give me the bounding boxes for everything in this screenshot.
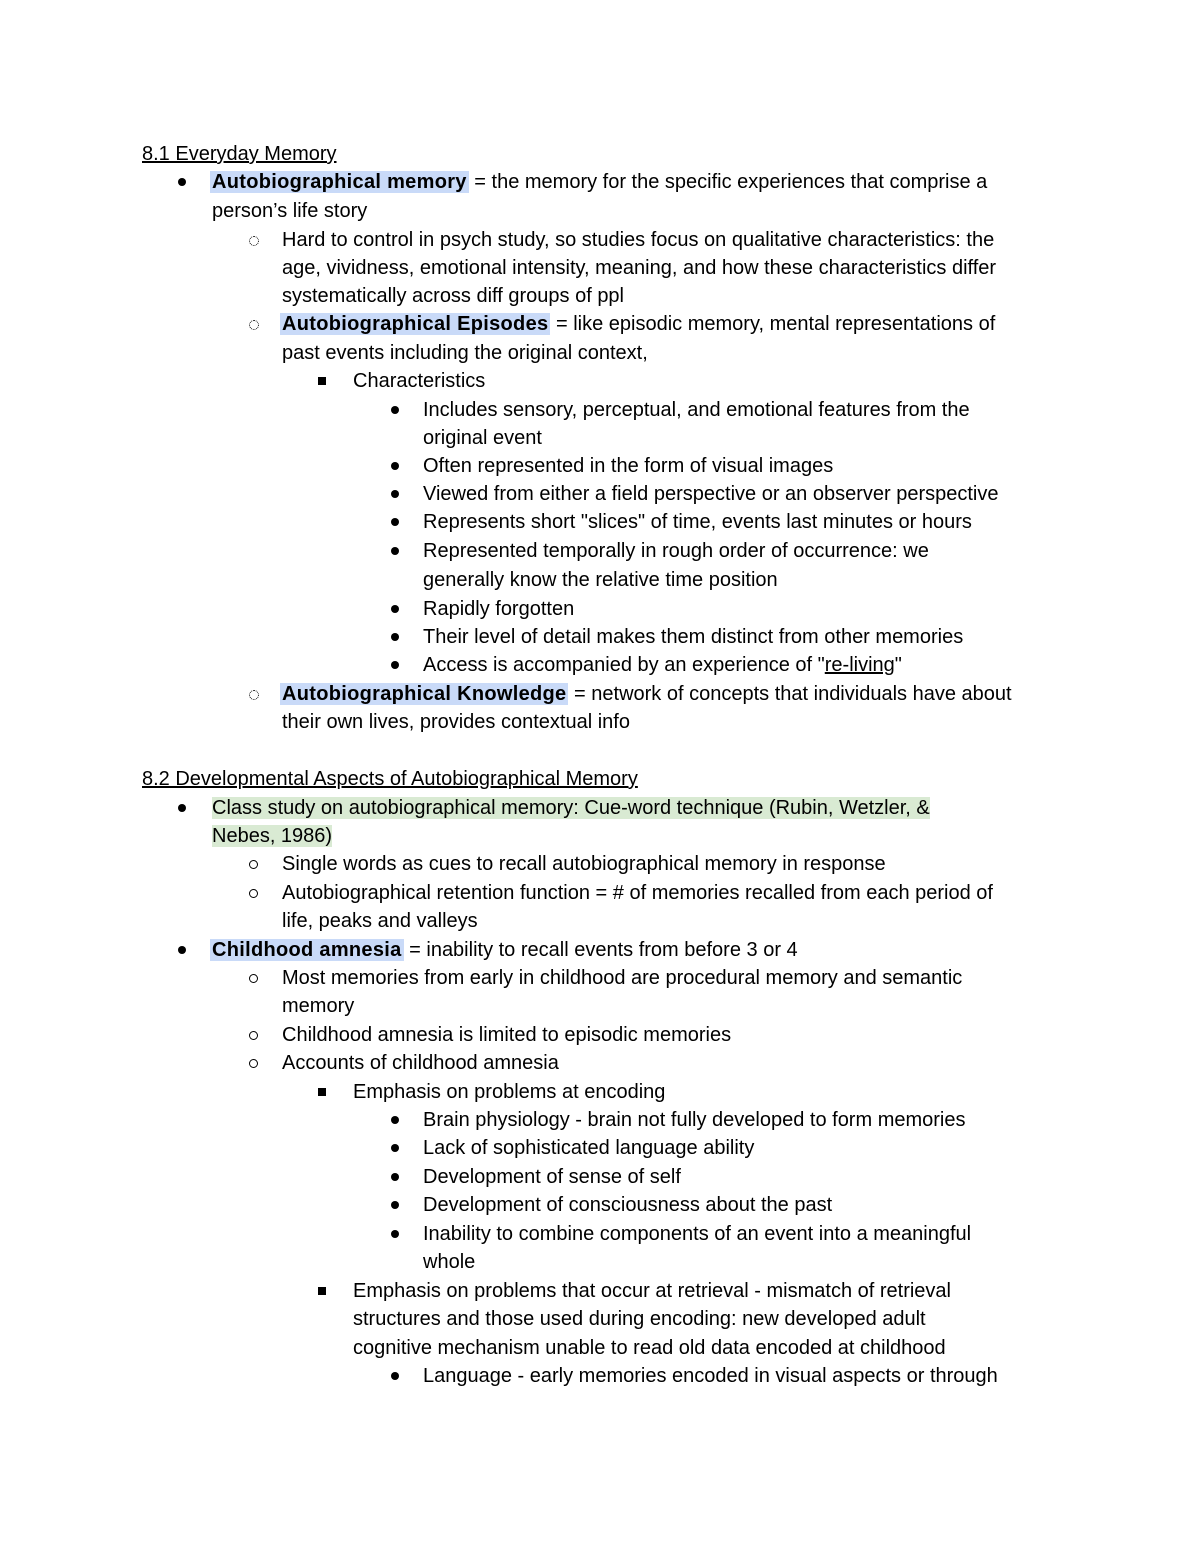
list-item-access — [423, 651, 902, 679]
definition-text: = like episodic memory, mental representations of — [550, 313, 996, 335]
section-heading-8-1: 8.1 Everyday Memory — [142, 143, 337, 165]
list-item-continuation: age, vividness, emotional intensity, meaning, and how these characteristics differ — [282, 257, 997, 279]
term-autobiographical-memory: Autobiographical memory — [212, 171, 467, 193]
list-item-detail: Their level of detail makes them distinct from other memories — [423, 626, 964, 648]
bullet-dotted-circle-icon — [249, 236, 259, 246]
bullet-square-icon — [318, 1287, 326, 1295]
bullet-disc-icon — [391, 605, 399, 613]
list-item-continuation: systematically across diff groups of ppl — [282, 285, 625, 307]
list-item-temporal: Represented temporally in rough order of occurrence: we — [423, 540, 929, 562]
list-item-single-words: Single words as cues to recall autobiographical memory in response — [282, 853, 886, 875]
definition-text: = inability to recall events from before 3 or 4 — [403, 939, 798, 961]
list-item-language-early: Language - early memories encoded in visual aspects or through — [423, 1365, 998, 1387]
bullet-disc-icon — [391, 490, 399, 498]
list-item-continuation: original event — [423, 427, 542, 449]
list-item-continuation: cognitive mechanism unable to read old data encoded at childhood — [353, 1337, 946, 1359]
list-item-retrieval: Emphasis on problems that occur at retrieval - mismatch of retrieval — [353, 1280, 951, 1302]
bullet-disc-icon — [391, 1201, 399, 1209]
list-item-accounts: Accounts of childhood amnesia — [282, 1052, 559, 1074]
term-autobiographical-knowledge: Autobiographical Knowledge — [282, 683, 567, 705]
definition-continuation: past events including the original context, — [282, 342, 648, 364]
list-item-limited-episodic: Childhood amnesia is limited to episodic memories — [282, 1024, 732, 1046]
bullet-disc-icon — [178, 178, 186, 186]
list-item-autobiographical-memory — [212, 168, 987, 196]
list-item-childhood-amnesia — [212, 936, 798, 964]
list-item-forgotten: Rapidly forgotten — [423, 598, 575, 620]
list-item-continuation — [212, 822, 332, 850]
list-item-combine-components: Inability to combine components of an event into a meaningful — [423, 1223, 972, 1245]
re-living-link[interactable]: re-living — [824, 654, 895, 676]
bullet-square-icon — [318, 377, 326, 385]
definition-text: = the memory for the specific experiences that comprise a — [468, 171, 988, 193]
bullet-disc-icon — [391, 1372, 399, 1380]
access-quote: " — [894, 654, 902, 676]
bullet-disc-icon — [178, 804, 186, 812]
bullet-dotted-circle-icon — [249, 690, 259, 700]
bullet-disc-icon — [391, 462, 399, 470]
list-item-slices: Represents short "slices" of time, events last minutes or hours — [423, 511, 972, 533]
bullet-dotted-circle-icon — [249, 320, 259, 330]
definition-text: = network of concepts that individuals have about — [568, 683, 1012, 705]
bullet-disc-icon — [391, 547, 399, 555]
bullet-disc-icon — [391, 1173, 399, 1181]
term-autobiographical-episodes: Autobiographical Episodes — [282, 313, 549, 335]
term-childhood-amnesia: Childhood amnesia — [212, 939, 402, 961]
bullet-circle-icon — [249, 889, 258, 898]
bullet-disc-icon — [391, 1144, 399, 1152]
bullet-circle-icon — [249, 1031, 258, 1040]
list-item-hard-to-control: Hard to control in psych study, so studies focus on qualitative characteristics: the — [282, 229, 995, 251]
section-heading-8-2: 8.2 Developmental Aspects of Autobiographical Memory — [142, 768, 638, 790]
list-item-retention-function: Autobiographical retention function = # of memories recalled from each period of — [282, 882, 993, 904]
bullet-disc-icon — [391, 518, 399, 526]
bullet-disc-icon — [391, 1116, 399, 1124]
highlighted-text: Nebes, 1986) — [212, 825, 333, 847]
definition-continuation: person’s life story — [212, 200, 368, 222]
highlighted-text: Class study on autobiographical memory: Cue-word technique (Rubin, Wetzler, & — [212, 797, 930, 819]
list-item-continuation: whole — [423, 1251, 476, 1273]
list-item-consciousness: Development of consciousness about the past — [423, 1194, 833, 1216]
list-item-autobiographical-knowledge — [282, 680, 1012, 708]
list-item-visual-images: Often represented in the form of visual images — [423, 455, 834, 477]
list-item-brain-physiology: Brain physiology - brain not fully developed to form memories — [423, 1109, 966, 1131]
list-item-most-memories: Most memories from early in childhood are procedural memory and semantic — [282, 967, 963, 989]
bullet-disc-icon — [391, 633, 399, 641]
bullet-disc-icon — [391, 661, 399, 669]
bullet-disc-icon — [391, 1230, 399, 1238]
list-item-continuation: generally know the relative time position — [423, 569, 778, 591]
list-item-autobiographical-episodes — [282, 310, 995, 338]
list-item-continuation: structures and those used during encoding: new developed adult — [353, 1308, 926, 1330]
list-item-continuation: memory — [282, 995, 355, 1017]
list-item-encoding: Emphasis on problems at encoding — [353, 1081, 666, 1103]
list-item-class-study — [212, 794, 930, 822]
bullet-disc-icon — [391, 406, 399, 414]
list-item-continuation: life, peaks and valleys — [282, 910, 478, 932]
bullet-square-icon — [318, 1088, 326, 1096]
list-item-sense-of-self: Development of sense of self — [423, 1166, 681, 1188]
list-item-characteristics: Characteristics — [353, 370, 486, 392]
access-text: Access is accompanied by an experience of " — [423, 654, 825, 676]
bullet-circle-icon — [249, 1059, 258, 1068]
list-item-language-ability: Lack of sophisticated language ability — [423, 1137, 755, 1159]
bullet-circle-icon — [249, 860, 258, 869]
definition-continuation: their own lives, provides contextual info — [282, 711, 630, 733]
list-item-perspective: Viewed from either a field perspective or an observer perspective — [423, 483, 999, 505]
bullet-circle-icon — [249, 974, 258, 983]
list-item-sensory: Includes sensory, perceptual, and emotional features from the — [423, 399, 970, 421]
bullet-disc-icon — [178, 946, 186, 954]
